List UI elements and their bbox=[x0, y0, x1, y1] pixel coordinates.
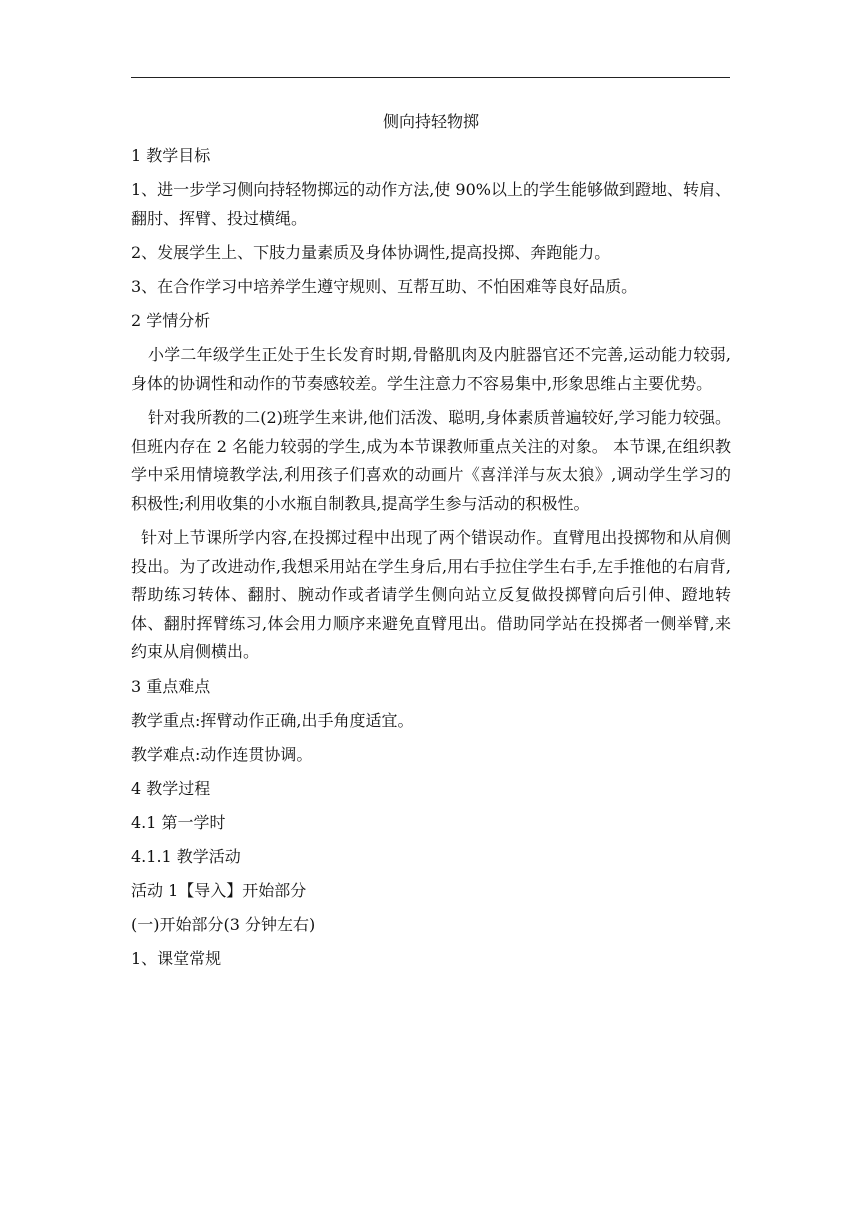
objective-item-2: 2、发展学生上、下肢力量素质及身体协调性,提高投掷、奔跑能力。 bbox=[131, 243, 611, 262]
analysis-paragraph-1: 小学二年级学生正处于生长发育时期,骨骼肌肉及内脏器官还不完善,运动能力较弱,身体的协调性和动作的节奏感较差。学生注意力不容易集中,形象思维占主要优势。 bbox=[131, 345, 731, 393]
activity-1-heading: 活动 1【导入】开始部分 bbox=[131, 880, 307, 900]
analysis-paragraph-3: 针对上节课所学内容,在投掷过程中出现了两个错误动作。直臂甩出投掷物和从肩侧投出。为了改进动作,我想采用站在学生身后,用右手拉住学生右手,左手推他的右肩背,帮助练习转体、翻肘、腕动作或者请学生侧向站立反复做投掷臂向后引伸、蹬地转体、翻肘挥臂练习,体会用力顺序来避免直臂甩出。借助同学站在投掷者一侧举臂,来约束从肩侧横出。 bbox=[131, 528, 731, 661]
section-heading-key-points: 3 重点难点 bbox=[131, 676, 211, 696]
subsection-teaching-activity: 4.1.1 教学活动 bbox=[131, 846, 241, 866]
classroom-routine: 1、课堂常规 bbox=[131, 948, 222, 968]
subsection-first-period: 4.1 第一学时 bbox=[131, 812, 226, 832]
analysis-paragraph-2: 针对我所教的二(2)班学生来讲,他们活泼、聪明,身体素质普遍较好,学习能力较强。但班内存在 2 名能力较弱的学生,成为本节课教师重点关注的对象。 本节课,在组织教学中采用情境教学法,利用孩子们喜欢的动画片《喜洋洋与灰太狼》,调动学生学习的积极性;利用收集的小水瓶自制教具,提高学生参与活动的积极性。 bbox=[131, 408, 731, 513]
key-point: 教学重点:挥臂动作正确,出手角度适宜。 bbox=[131, 710, 414, 730]
objective-item-3: 3、在合作学习中培养学生遵守规则、互帮互助、不怕困难等良好品质。 bbox=[131, 277, 638, 296]
opening-part-heading: (一)开始部分(3 分钟左右) bbox=[131, 914, 316, 934]
objective-item-1: 1、进一步学习侧向持轻物掷远的动作方法,使 90%以上的学生能够做到蹬地、转肩、翻肘、挥臂、投过横绳。 bbox=[131, 180, 731, 228]
section-heading-analysis: 2 学情分析 bbox=[131, 311, 211, 330]
section-heading-objectives: 1 教学目标 bbox=[131, 146, 211, 165]
header-rule bbox=[131, 77, 730, 78]
document-body bbox=[131, 108, 731, 979]
section-heading-process: 4 教学过程 bbox=[131, 778, 211, 798]
difficult-point: 教学难点:动作连贯协调。 bbox=[131, 744, 313, 764]
document-title: 侧向持轻物掷 bbox=[382, 112, 479, 131]
